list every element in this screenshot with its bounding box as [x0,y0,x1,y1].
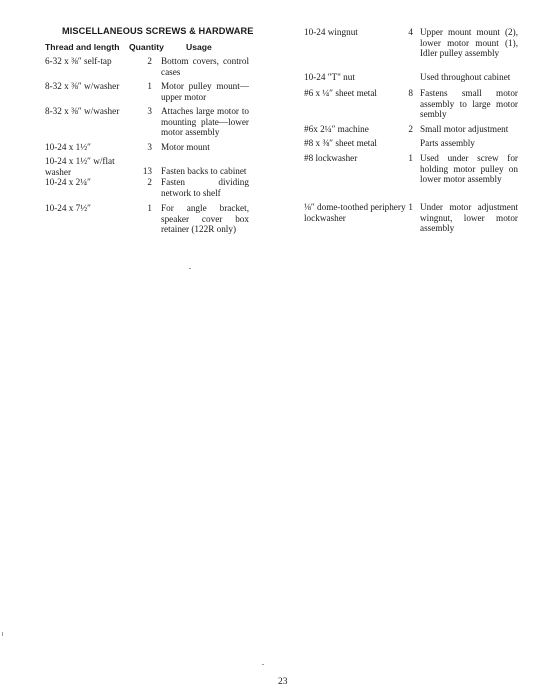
header-usage: Usage [186,42,212,52]
quantity-cell: 1 [408,202,413,212]
thread-cell: 10-24 x 1½″ w/flat washer [45,156,115,177]
usage-cell: Used under screw for holding motor pulley on lower motor assembly [420,153,518,185]
thread-cell: #6x 2¼″ machine [304,124,369,134]
thread-cell: #6 x ¼″ sheet metal [304,88,377,98]
thread-cell: 10-24 wingnut [304,27,358,37]
quantity-cell: 2 [147,56,152,66]
usage-cell: Motor mount [161,142,210,152]
quantity-cell: 4 [408,27,413,37]
thread-cell: 10-24 "T" nut [304,72,355,82]
usage-cell: Fastens small motor assembly to large motor sembly [420,88,518,120]
usage-cell: For angle bracket, speaker cover box retainer (122R only) [161,203,249,235]
thread-cell: 8-32 x ⅜″ w/washer [45,81,120,91]
scan-speck [189,268,191,269]
quantity-cell: 13 [142,166,152,176]
page-number: 23 [278,677,288,687]
table-title: MISCELLANEOUS SCREWS & HARDWARE [62,26,254,36]
usage-cell: Used throughout cabinet [420,72,511,82]
quantity-cell: 1 [408,153,413,163]
quantity-cell: 2 [408,124,413,134]
scan-speck [2,632,3,636]
quantity-cell: 1 [147,81,152,91]
usage-cell: Attaches large motor to mounting plate—lower motor assembly [161,106,249,138]
thread-cell: #8 x ⅜″ sheet metal [304,138,377,148]
quantity-cell: 2 [147,177,152,187]
thread-cell: #8 lockwasher [304,153,358,163]
usage-cell: Fasten dividing network to shelf [161,177,249,198]
thread-cell: 10-24 x 1½″ [45,142,91,152]
quantity-cell: 3 [147,106,152,116]
header-thread: Thread and length [45,42,120,52]
header-quantity: Quantity [129,42,164,52]
usage-cell: Bottom covers, control cases [161,56,249,77]
quantity-cell: 8 [408,88,413,98]
usage-cell: Upper mount mount (2), lower motor mount (1), Idler pulley assembly [420,27,518,59]
usage-cell: Fasten backs to cabinet [161,166,247,176]
thread-cell: 6-32 x ⅜″ self-tap [45,56,112,66]
scan-speck [262,664,264,665]
quantity-cell: 1 [147,203,152,213]
quantity-cell: 3 [147,142,152,152]
usage-cell: Under motor adjustment wingnut, lower motor assembly [420,202,518,234]
thread-cell: ⅛″ dome-toothed periphery lockwasher [304,202,406,223]
thread-cell: 8-32 x ⅜″ w/washer [45,106,120,116]
usage-cell: Motor pulley mount—upper motor [161,81,249,102]
usage-cell: Parts assembly [420,138,475,148]
thread-cell: 10-24 x 2¼″ [45,177,91,187]
thread-cell: 10-24 x 7½″ [45,203,91,213]
usage-cell: Small motor adjustment [420,124,509,134]
